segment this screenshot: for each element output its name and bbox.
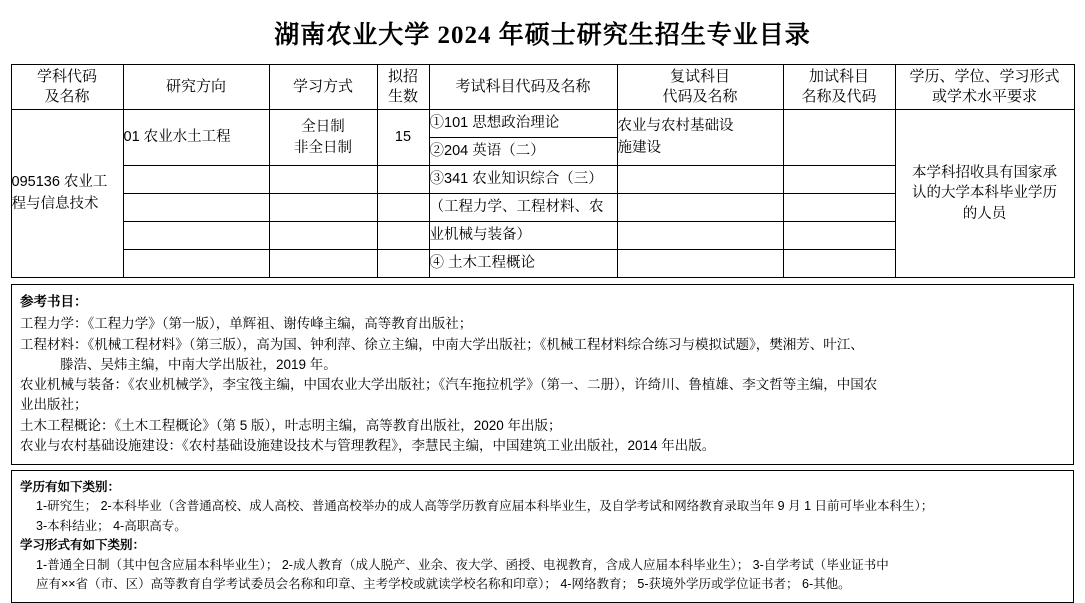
requirement-line3: 的人员 (962, 205, 1007, 222)
cell-extra-empty-4 (783, 250, 895, 278)
retest-line1: 农业与农村基础设 (617, 118, 734, 135)
cell-exam-subject-4: （工程力学、工程材料、农 (429, 194, 617, 222)
cell-exam-subject-6: ④ 土木工程概论 (429, 250, 617, 278)
reference-line: 农业机械与装备：《农业机械学》，李宝筏主编，中国农业大学出版社；《汽车拖拉机学》（第一、二册），许绮川、鲁植雄、李文哲等主编，中国农 (20, 377, 878, 392)
education-types-heading: 学历有如下类别： (20, 480, 121, 494)
cell-exam-subject-1: ①101 思想政治理论 (429, 110, 617, 138)
study-mode-line1: 全日制 (301, 119, 345, 136)
cell-extra-empty-2 (783, 194, 895, 222)
header-requirement-line1: 学历、学位、学习形式 (909, 67, 1060, 85)
study-forms-line: 应有××省（市、区）高等教育自学考试委员会名称和印章、主考学校或就读学校名称和印章）； 4-网络教育； 5-获境外学历或学位证书者； 6-其他。 (36, 576, 851, 591)
reference-books-box (11, 284, 1074, 465)
cell-plan-empty-3 (377, 222, 429, 250)
header-discipline-code (11, 65, 123, 110)
cell-direction-empty-1 (123, 166, 269, 194)
cell-study-mode-empty-3 (269, 222, 377, 250)
study-mode-line2: 非全日制 (294, 139, 352, 156)
cell-direction-empty-2 (123, 194, 269, 222)
discipline-code-line2: 程与信息技术 (11, 195, 99, 212)
cell-retest-empty-3 (617, 222, 783, 250)
cell-direction-empty-3 (123, 222, 269, 250)
reference-line: 农业与农村基础设施建设：《农村基础设施建设技术与管理教程》，李慧民主编，中国建筑工业出版社，2014 年出版。 (20, 437, 716, 453)
cell-study-mode-empty-1 (269, 166, 377, 194)
header-plan-count-line2: 生数 (387, 88, 418, 105)
reference-line: 业出版社； (20, 397, 88, 413)
cell-plan-empty-1 (377, 166, 429, 194)
header-discipline-code-line2: 及名称 (44, 88, 90, 105)
cell-exam-subject-5: 业机械与装备） (429, 222, 617, 250)
education-types-line: 3-本科结业； 4-高职高专。 (36, 518, 187, 533)
reference-line: 滕浩、吴炜主编，中南大学出版社，2019 年。 (60, 356, 337, 372)
header-plan-count (377, 65, 429, 110)
header-study-mode: 学习方式 (269, 65, 377, 110)
cell-study-mode-empty-2 (269, 194, 377, 222)
discipline-code-line1: 095136 农业工 (11, 174, 108, 191)
cell-extra-subjects (783, 110, 895, 166)
cell-plan-count: 15 (377, 110, 429, 166)
header-extra-line1: 加试科目 (808, 67, 869, 85)
cell-research-direction: 01 农业水土工程 (123, 110, 269, 166)
header-research-direction: 研究方向 (123, 65, 269, 110)
cell-direction-empty-4 (123, 250, 269, 278)
header-retest-line1: 复试科目 (669, 67, 730, 85)
requirement-line2: 认的大学本科毕业学历 (912, 185, 1057, 202)
cell-extra-empty-1 (783, 166, 895, 194)
cell-requirement (895, 110, 1074, 278)
header-exam-subjects: 考试科目代码及名称 (429, 65, 617, 110)
reference-books-heading: 参考书目： (20, 294, 88, 309)
reference-line: 土木工程概论：《土木工程概论》（第 5 版），叶志明主编，高等教育出版社，2020 年出版； (20, 417, 562, 433)
cell-study-mode-empty-4 (269, 250, 377, 278)
header-plan-count-line1: 拟招 (387, 67, 418, 85)
reference-line: 工程材料：《机械工程材料》（第三版），高为国、钟利萍、徐立主编，中南大学出版社；《机械工程材料综合练习与模拟试题》，樊湘芳、叶江、 (20, 336, 864, 352)
cell-extra-empty-3 (783, 222, 895, 250)
study-forms-heading: 学习形式有如下类别： (20, 538, 146, 553)
study-forms-line: 1-普通全日制（其中包含应届本科毕业生）； 2-成人教育（成人脱产、业余、夜大学、函授、电视教育，含成人应届本科毕业生）； 3-自学考试（毕业证书中 (36, 557, 889, 572)
cell-discipline-code (11, 110, 123, 278)
header-extra-subjects (783, 65, 895, 110)
header-retest-line2: 代码及名称 (662, 88, 738, 105)
header-requirement-line2: 或学术水平要求 (931, 88, 1037, 105)
cell-retest-empty-1 (617, 166, 783, 194)
reference-line: 工程力学：《工程力学》（第一版），单辉祖、谢传峰主编，高等教育出版社； (20, 316, 473, 332)
table-header-row (11, 65, 1074, 110)
page-title: 湖南农业大学 2024 年硕士研究生招生专业目录 (274, 22, 811, 49)
requirement-line1: 本学科招收具有国家承 (912, 165, 1057, 182)
cell-retest-empty-2 (617, 194, 783, 222)
cell-study-mode (269, 110, 377, 166)
cell-exam-subject-3: ③341 农业知识综合（三） (429, 166, 617, 194)
header-extra-line2: 名称及代码 (801, 88, 877, 105)
cell-retest-empty-4 (617, 250, 783, 278)
header-requirement (895, 65, 1074, 110)
cell-plan-empty-4 (377, 250, 429, 278)
cell-exam-subject-2: ②204 英语（二） (429, 138, 617, 166)
footnotes-box (11, 470, 1074, 603)
cell-retest-subjects (617, 110, 783, 166)
cell-plan-empty-2 (377, 194, 429, 222)
header-discipline-code-line1: 学科代码 (36, 67, 97, 85)
education-types-line: 1-研究生； 2-本科毕业（含普通高校、成人高校、普通高校举办的成人高等学历教育应届本科毕业生，及自学考试和网络教育录取当年 9 月 1 日前可毕业本科生）； (36, 499, 934, 514)
table-row (11, 110, 1074, 138)
header-retest-subjects (617, 65, 783, 110)
retest-line2: 施建设 (617, 139, 661, 156)
admissions-table (11, 64, 1075, 278)
